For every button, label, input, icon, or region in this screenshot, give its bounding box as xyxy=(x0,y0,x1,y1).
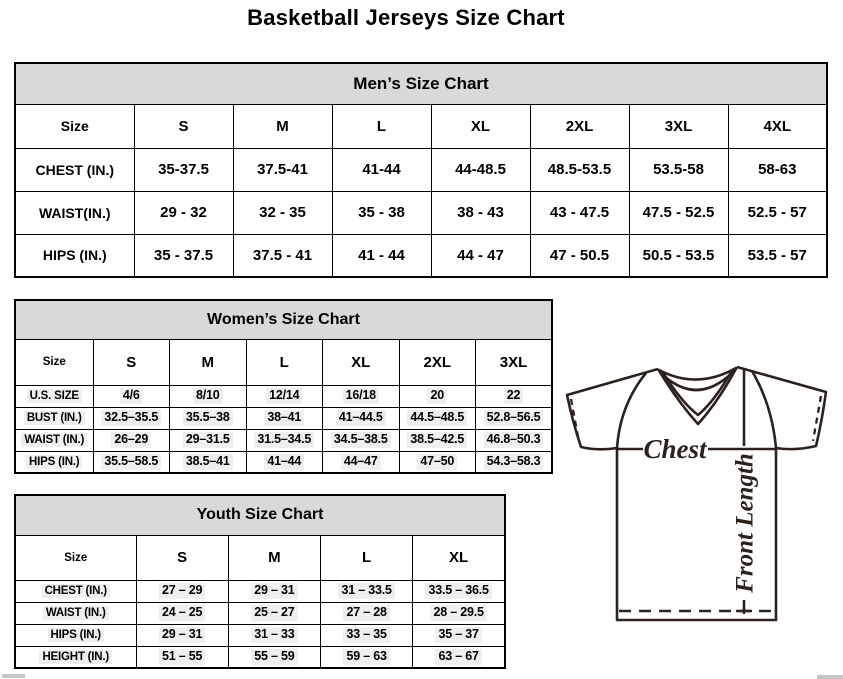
value-cell: 32 - 35 xyxy=(233,191,332,234)
size-cell: M xyxy=(170,339,247,385)
value-cell: 35-37.5 xyxy=(134,148,233,191)
size-cell: S xyxy=(136,535,228,580)
value-cell: 29–31.5 xyxy=(170,429,247,451)
value-cell: 38 - 43 xyxy=(431,191,530,234)
jersey-outline xyxy=(567,367,826,620)
value-cell: 32.5–35.5 xyxy=(93,407,170,429)
value-cell: 53.5 - 57 xyxy=(728,234,827,277)
value-cell: 12/14 xyxy=(246,385,323,407)
value-cell: 58-63 xyxy=(728,148,827,191)
table-row xyxy=(15,234,827,277)
value-cell: 41–44.5 xyxy=(323,407,400,429)
row-label: WAIST (IN.) xyxy=(15,602,136,624)
value-cell: 35 - 38 xyxy=(332,191,431,234)
table-row xyxy=(15,339,552,385)
value-cell: 35.5–38 xyxy=(170,407,247,429)
value-cell: 38.5–42.5 xyxy=(399,429,476,451)
value-cell: 35 - 37.5 xyxy=(134,234,233,277)
size-cell: XL xyxy=(431,104,530,148)
scrollbar-fragment-right[interactable] xyxy=(817,675,843,679)
table-header-row xyxy=(15,300,552,339)
value-cell: 29 – 31 xyxy=(136,624,228,646)
value-cell: 44–47 xyxy=(323,451,400,473)
size-cell: M xyxy=(228,535,320,580)
row-label: BUST (IN.) xyxy=(15,407,93,429)
value-cell: 29 – 31 xyxy=(228,580,320,602)
size-cell: L xyxy=(332,104,431,148)
value-cell: 22 xyxy=(476,385,553,407)
size-column-header: Size xyxy=(15,339,93,385)
value-cell: 52.8–56.5 xyxy=(476,407,553,429)
value-cell: 47 - 50.5 xyxy=(530,234,629,277)
table-row xyxy=(15,451,552,473)
table-row xyxy=(15,148,827,191)
row-label: WAIST (IN.) xyxy=(15,429,93,451)
table-row xyxy=(15,407,552,429)
youth-table-title: Youth Size Chart xyxy=(15,495,505,535)
value-cell: 20 xyxy=(399,385,476,407)
table-row xyxy=(15,104,827,148)
row-label: HEIGHT (IN.) xyxy=(15,646,136,668)
table-row xyxy=(15,624,505,646)
value-cell: 28 – 29.5 xyxy=(413,602,505,624)
value-cell: 33 – 35 xyxy=(321,624,413,646)
value-cell: 4/6 xyxy=(93,385,170,407)
row-label: CHEST (IN.) xyxy=(15,148,134,191)
row-label: U.S. SIZE xyxy=(15,385,93,407)
value-cell: 44.5–48.5 xyxy=(399,407,476,429)
mens-table-title: Men’s Size Chart xyxy=(15,63,827,104)
table-header-row xyxy=(15,63,827,104)
value-cell: 16/18 xyxy=(323,385,400,407)
table-row xyxy=(15,602,505,624)
value-cell: 47–50 xyxy=(399,451,476,473)
value-cell: 41 - 44 xyxy=(332,234,431,277)
size-cell: L xyxy=(321,535,413,580)
value-cell: 38–41 xyxy=(246,407,323,429)
value-cell: 25 – 27 xyxy=(228,602,320,624)
value-cell: 44 - 47 xyxy=(431,234,530,277)
size-cell: S xyxy=(134,104,233,148)
size-cell: 3XL xyxy=(476,339,553,385)
value-cell: 53.5-58 xyxy=(629,148,728,191)
value-cell: 48.5-53.5 xyxy=(530,148,629,191)
chest-label: Chest xyxy=(643,434,707,464)
row-label: HIPS (IN.) xyxy=(15,624,136,646)
table-row xyxy=(15,429,552,451)
size-cell: S xyxy=(93,339,170,385)
value-cell: 27 – 28 xyxy=(321,602,413,624)
size-cell: M xyxy=(233,104,332,148)
value-cell: 46.8–50.3 xyxy=(476,429,553,451)
value-cell: 31.5–34.5 xyxy=(246,429,323,451)
row-label: WAIST(IN.) xyxy=(15,191,134,234)
value-cell: 35 – 37 xyxy=(413,624,505,646)
size-column-header: Size xyxy=(15,535,136,580)
front-length-label: Front Length xyxy=(731,453,759,593)
value-cell: 31 – 33 xyxy=(228,624,320,646)
row-label: HIPS (IN.) xyxy=(15,451,93,473)
value-cell: 33.5 – 36.5 xyxy=(413,580,505,602)
womens-table-title: Women’s Size Chart xyxy=(15,300,552,339)
youth-size-table xyxy=(14,494,506,669)
table-row xyxy=(15,646,505,668)
value-cell: 37.5 - 41 xyxy=(233,234,332,277)
value-cell: 37.5-41 xyxy=(233,148,332,191)
armhole-seam-left xyxy=(617,373,646,448)
value-cell: 29 - 32 xyxy=(134,191,233,234)
page-title: Basketball Jerseys Size Chart xyxy=(247,5,565,30)
mens-size-table xyxy=(14,62,828,278)
scrollbar-fragment-left[interactable] xyxy=(2,674,25,678)
size-cell: L xyxy=(246,339,323,385)
value-cell: 31 – 33.5 xyxy=(321,580,413,602)
value-cell: 8/10 xyxy=(170,385,247,407)
jersey-diagram xyxy=(556,360,838,625)
value-cell: 41–44 xyxy=(246,451,323,473)
value-cell: 43 - 47.5 xyxy=(530,191,629,234)
armhole-seam-right xyxy=(752,371,776,448)
table-row xyxy=(15,385,552,407)
size-cell: 2XL xyxy=(399,339,476,385)
size-cell: 4XL xyxy=(728,104,827,148)
size-cell: XL xyxy=(413,535,505,580)
table-header-row xyxy=(15,495,505,535)
value-cell: 38.5–41 xyxy=(170,451,247,473)
value-cell: 50.5 - 53.5 xyxy=(629,234,728,277)
value-cell: 27 – 29 xyxy=(136,580,228,602)
value-cell: 55 – 59 xyxy=(228,646,320,668)
value-cell: 51 – 55 xyxy=(136,646,228,668)
womens-size-table xyxy=(14,299,553,474)
size-cell: XL xyxy=(323,339,400,385)
row-label: CHEST (IN.) xyxy=(15,580,136,602)
size-cell: 2XL xyxy=(530,104,629,148)
size-cell: 3XL xyxy=(629,104,728,148)
value-cell: 24 – 25 xyxy=(136,602,228,624)
value-cell: 47.5 - 52.5 xyxy=(629,191,728,234)
size-column-header: Size xyxy=(15,104,134,148)
row-label: HIPS (IN.) xyxy=(15,234,134,277)
table-row xyxy=(15,580,505,602)
value-cell: 26–29 xyxy=(93,429,170,451)
value-cell: 41-44 xyxy=(332,148,431,191)
value-cell: 63 – 67 xyxy=(413,646,505,668)
table-row xyxy=(15,191,827,234)
value-cell: 54.3–58.3 xyxy=(476,451,553,473)
table-row xyxy=(15,535,505,580)
value-cell: 44-48.5 xyxy=(431,148,530,191)
value-cell: 34.5–38.5 xyxy=(323,429,400,451)
value-cell: 59 – 63 xyxy=(321,646,413,668)
value-cell: 52.5 - 57 xyxy=(728,191,827,234)
value-cell: 35.5–58.5 xyxy=(93,451,170,473)
